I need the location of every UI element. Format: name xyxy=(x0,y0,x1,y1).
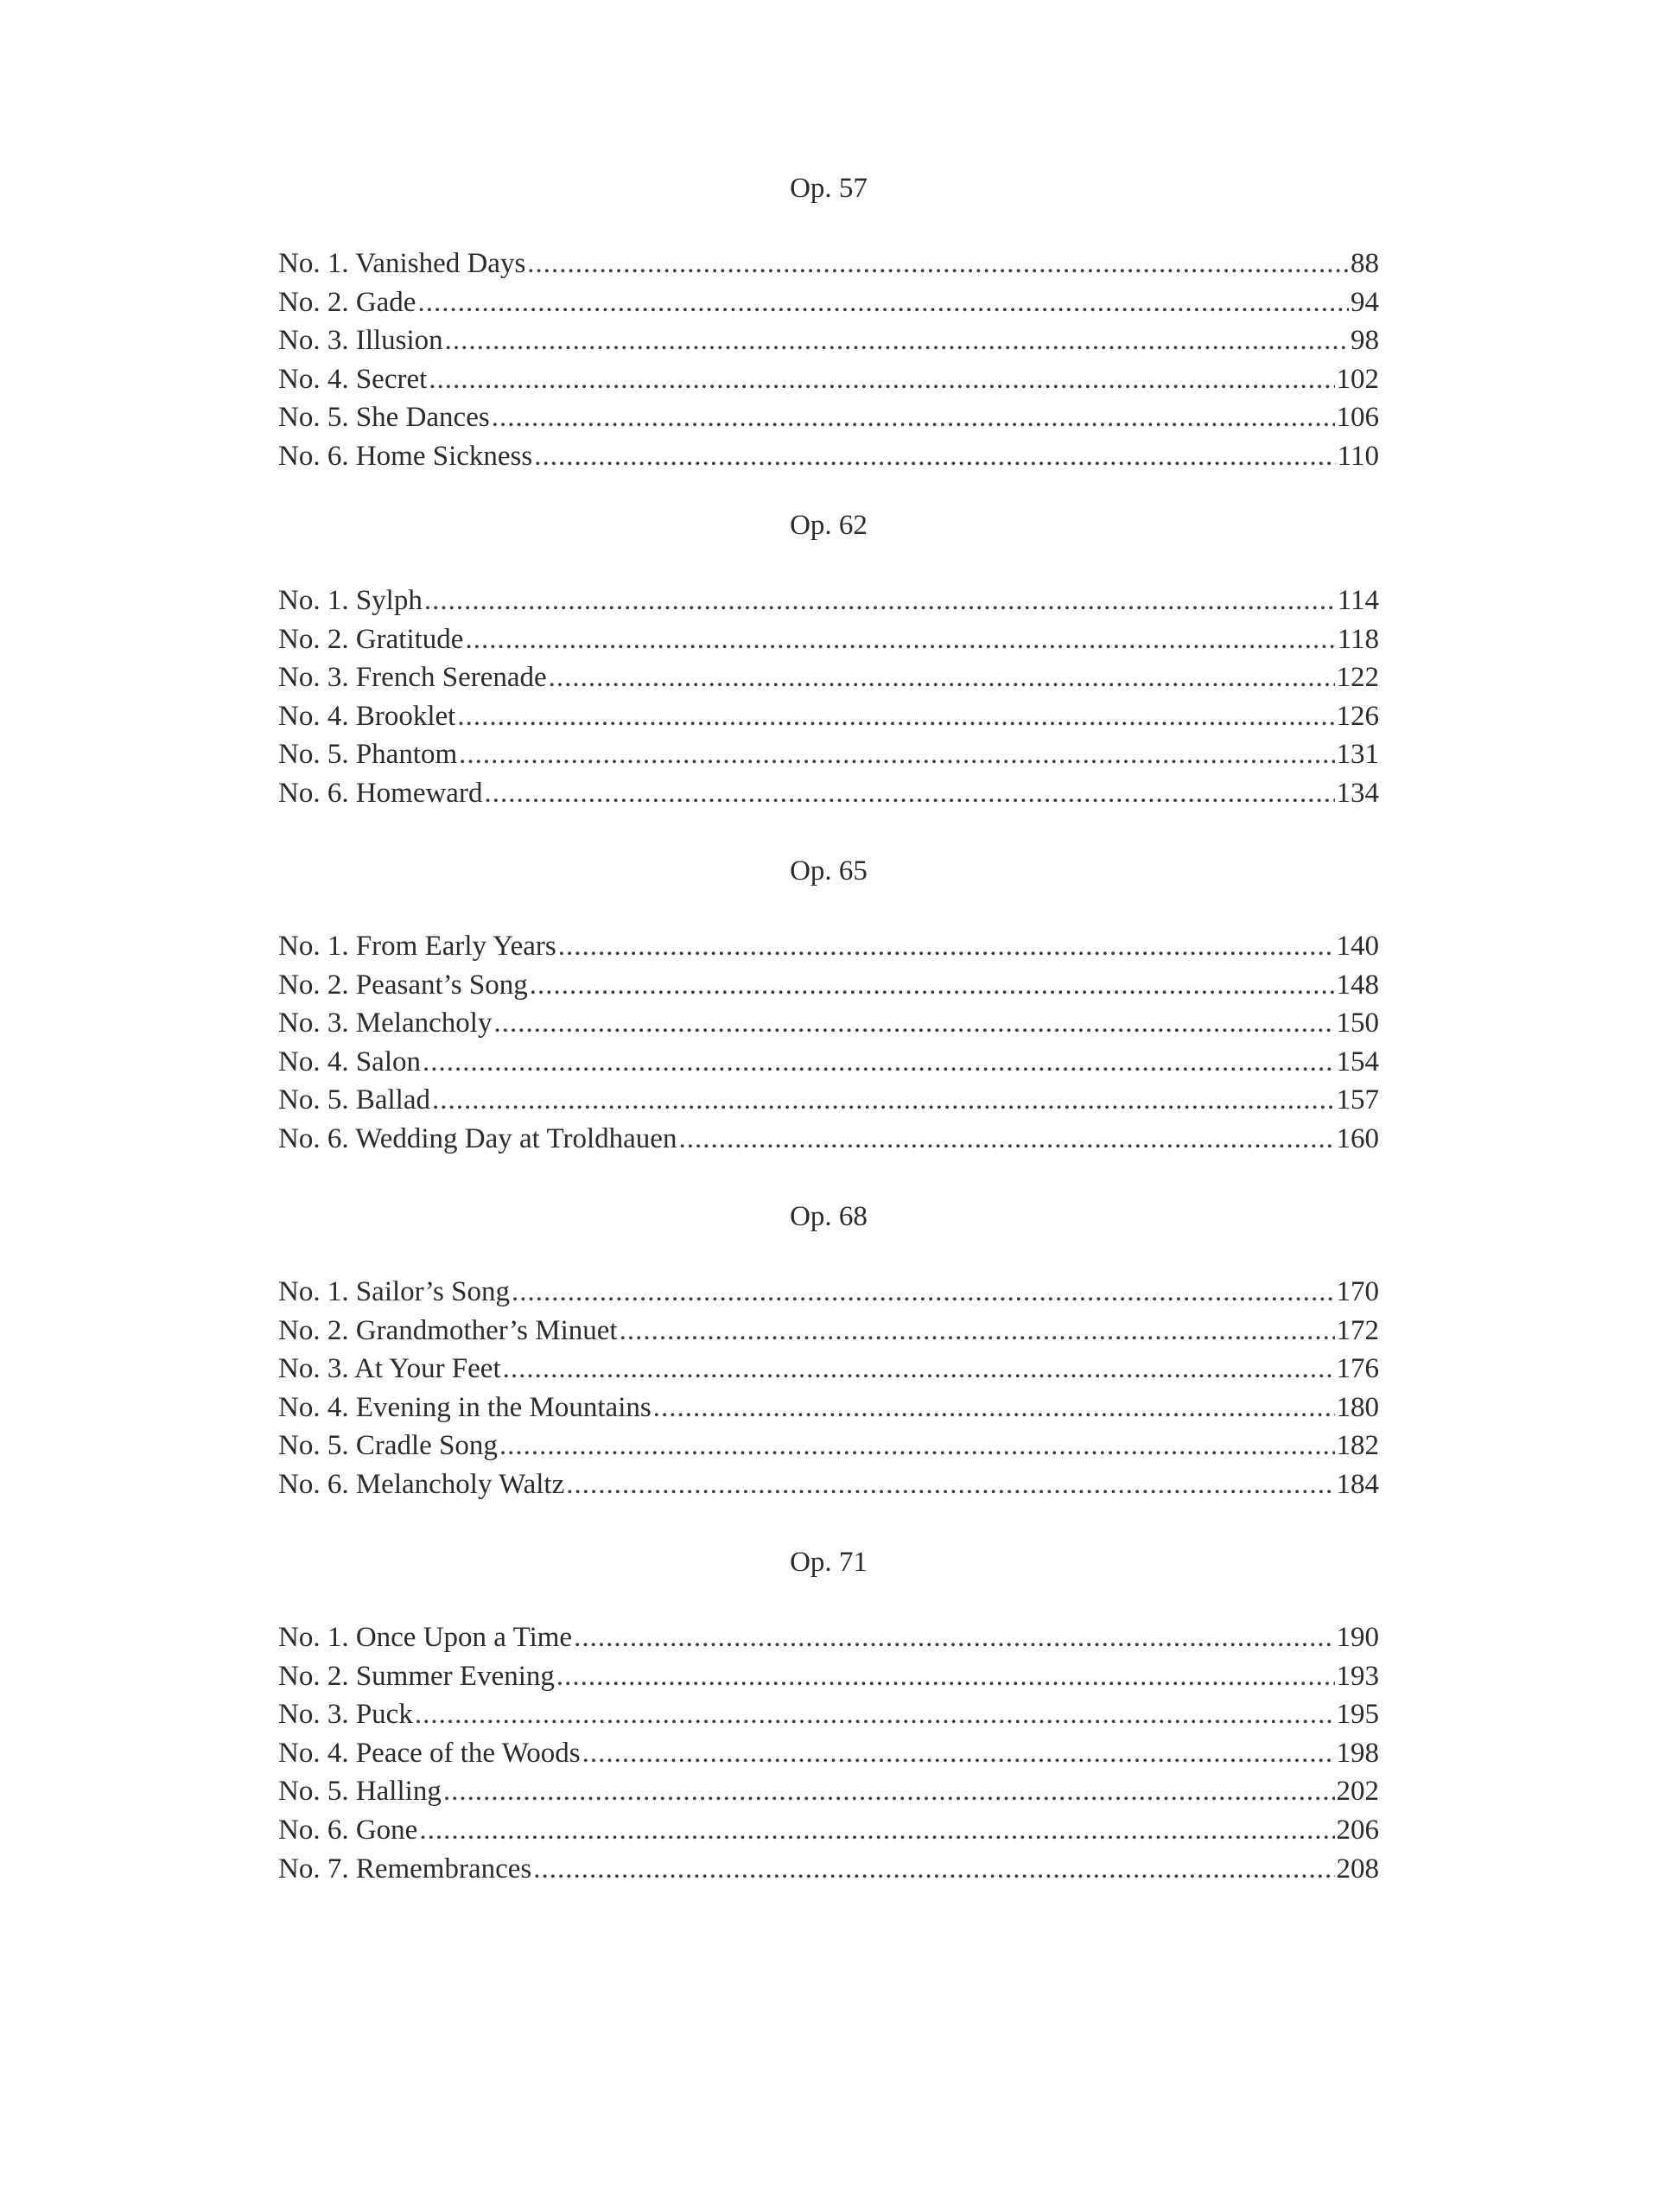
entry-title: No. 4. Peace of the Woods xyxy=(278,1737,581,1769)
toc-entry[interactable] xyxy=(278,966,1379,1005)
dot-leader xyxy=(556,1657,1335,1696)
toc-entry[interactable] xyxy=(278,1772,1379,1811)
dot-leader xyxy=(653,1389,1335,1427)
entry-title: No. 1. From Early Years xyxy=(278,931,556,962)
entry-page-number: 126 xyxy=(1336,700,1379,732)
dot-leader xyxy=(423,1043,1335,1082)
dot-leader xyxy=(499,1427,1335,1465)
entry-page-number: 170 xyxy=(1336,1276,1379,1307)
entry-list xyxy=(278,582,1379,813)
opus-heading: Op. 65 xyxy=(790,855,868,887)
toc-entry[interactable] xyxy=(278,620,1379,659)
toc-entry[interactable] xyxy=(278,1389,1379,1427)
toc-entry[interactable] xyxy=(278,1350,1379,1389)
entry-page-number: 118 xyxy=(1337,623,1379,655)
entry-page-number: 122 xyxy=(1336,662,1379,694)
entry-page-number: 202 xyxy=(1336,1776,1379,1808)
toc-entry[interactable] xyxy=(278,1120,1379,1159)
opus-section xyxy=(278,169,1379,476)
entry-title: No. 3. Melancholy xyxy=(278,1007,493,1039)
opus-heading: Op. 68 xyxy=(790,1201,868,1232)
dot-leader xyxy=(620,1312,1335,1351)
entry-page-number: 140 xyxy=(1336,931,1379,962)
toc-entry[interactable] xyxy=(278,360,1379,399)
dot-leader xyxy=(432,1081,1335,1120)
toc-entry[interactable] xyxy=(278,245,1379,283)
entry-title: No. 6. Home Sickness xyxy=(278,440,533,472)
toc-entry[interactable] xyxy=(278,927,1379,966)
entry-page-number: 208 xyxy=(1336,1853,1379,1885)
dot-leader xyxy=(424,582,1336,620)
toc-entry[interactable] xyxy=(278,774,1379,813)
entry-page-number: 88 xyxy=(1351,248,1379,279)
toc-entry[interactable] xyxy=(278,582,1379,620)
entry-page-number: 184 xyxy=(1336,1468,1379,1500)
entry-title: No. 6. Gone xyxy=(278,1814,418,1846)
toc-entry[interactable] xyxy=(278,658,1379,697)
entry-title: No. 1. Sylph xyxy=(278,585,423,616)
entry-page-number: 134 xyxy=(1336,777,1379,809)
dot-leader xyxy=(459,735,1334,774)
entry-page-number: 110 xyxy=(1337,440,1379,472)
toc-entry[interactable] xyxy=(278,697,1379,736)
entry-title: No. 7. Remembrances xyxy=(278,1853,532,1885)
entry-title: No. 5. Cradle Song xyxy=(278,1430,498,1462)
entry-page-number: 182 xyxy=(1336,1430,1379,1462)
dot-leader xyxy=(678,1120,1334,1159)
dot-leader xyxy=(493,1004,1334,1043)
entry-title: No. 1. Sailor’s Song xyxy=(278,1276,510,1307)
toc-entry[interactable] xyxy=(278,1427,1379,1465)
entry-page-number: 154 xyxy=(1336,1046,1379,1077)
entry-page-number: 180 xyxy=(1336,1391,1379,1423)
entry-title: No. 6. Homeward xyxy=(278,777,483,809)
entry-page-number: 195 xyxy=(1336,1699,1379,1731)
entry-title: No. 4. Salon xyxy=(278,1046,421,1077)
dot-leader xyxy=(457,697,1334,736)
entry-list xyxy=(278,245,1379,476)
dot-leader xyxy=(530,966,1335,1005)
toc-entry[interactable] xyxy=(278,398,1379,437)
opus-heading: Op. 71 xyxy=(790,1547,868,1578)
toc-entry[interactable] xyxy=(278,1811,1379,1850)
entry-title: No. 1. Once Upon a Time xyxy=(278,1622,573,1653)
toc-entry[interactable] xyxy=(278,437,1379,476)
dot-leader xyxy=(574,1618,1334,1657)
toc-entry[interactable] xyxy=(278,283,1379,322)
dot-leader xyxy=(415,1695,1335,1734)
entry-title: No. 6. Wedding Day at Troldhauen xyxy=(278,1122,677,1154)
entry-page-number: 172 xyxy=(1336,1314,1379,1346)
dot-leader xyxy=(419,1811,1334,1850)
toc-entry[interactable] xyxy=(278,1695,1379,1734)
dot-leader xyxy=(417,283,1349,322)
opus-heading: Op. 62 xyxy=(790,510,868,541)
entry-title: No. 2. Summer Evening xyxy=(278,1660,555,1692)
dot-leader xyxy=(429,360,1334,399)
toc-entry[interactable] xyxy=(278,1657,1379,1696)
opus-section xyxy=(278,1198,1379,1504)
entry-page-number: 102 xyxy=(1336,363,1379,395)
entry-title: No. 5. She Dances xyxy=(278,402,490,434)
opus-heading: Op. 57 xyxy=(790,173,868,204)
entry-page-number: 198 xyxy=(1336,1737,1379,1769)
entry-page-number: 193 xyxy=(1336,1660,1379,1692)
entry-page-number: 150 xyxy=(1336,1007,1379,1039)
dot-leader xyxy=(484,774,1334,813)
entry-page-number: 157 xyxy=(1336,1084,1379,1116)
entry-page-number: 148 xyxy=(1336,969,1379,1001)
entry-title: No. 3. Illusion xyxy=(278,325,443,357)
dot-leader xyxy=(534,437,1335,476)
dot-leader xyxy=(549,658,1335,697)
entry-title: No. 4. Secret xyxy=(278,363,428,395)
toc-entry[interactable] xyxy=(278,1465,1379,1504)
opus-section xyxy=(278,852,1379,1159)
toc-entry[interactable] xyxy=(278,735,1379,774)
toc-entry[interactable] xyxy=(278,1312,1379,1351)
entry-title: No. 5. Halling xyxy=(278,1776,442,1808)
entry-title: No. 3. French Serenade xyxy=(278,662,547,694)
entry-page-number: 98 xyxy=(1351,325,1379,357)
entry-title: No. 5. Ballad xyxy=(278,1084,430,1116)
entry-page-number: 206 xyxy=(1336,1814,1379,1846)
entry-title: No. 2. Grandmother’s Minuet xyxy=(278,1314,618,1346)
entry-title: No. 2. Gratitude xyxy=(278,623,464,655)
toc-entry[interactable] xyxy=(278,1734,1379,1773)
dot-leader xyxy=(465,620,1335,659)
dot-leader xyxy=(443,1772,1335,1811)
toc-entry[interactable] xyxy=(278,321,1379,360)
entry-list xyxy=(278,1273,1379,1504)
dot-leader xyxy=(566,1465,1334,1504)
entry-title: No. 3. Puck xyxy=(278,1699,413,1731)
dot-leader xyxy=(533,1850,1334,1889)
toc-entry[interactable] xyxy=(278,1043,1379,1082)
entry-title: No. 4. Brooklet xyxy=(278,700,456,732)
dot-leader xyxy=(445,321,1349,360)
dot-leader xyxy=(527,245,1349,283)
entry-title: No. 5. Phantom xyxy=(278,739,458,771)
entry-page-number: 106 xyxy=(1336,402,1379,434)
dot-leader xyxy=(503,1350,1335,1389)
opus-section xyxy=(278,1543,1379,1888)
opus-section xyxy=(278,506,1379,813)
entry-list xyxy=(278,1618,1379,1888)
toc-entry[interactable] xyxy=(278,1273,1379,1312)
toc-entry[interactable] xyxy=(278,1618,1379,1657)
toc-entry[interactable] xyxy=(278,1850,1379,1889)
entry-title: No. 3. At Your Feet xyxy=(278,1353,501,1385)
entry-title: No. 2. Peasant’s Song xyxy=(278,969,528,1001)
dot-leader xyxy=(582,1734,1335,1773)
dot-leader xyxy=(512,1273,1335,1312)
toc-entry[interactable] xyxy=(278,1081,1379,1120)
toc-entry[interactable] xyxy=(278,1004,1379,1043)
entry-title: No. 1. Vanished Days xyxy=(278,248,526,279)
entry-page-number: 114 xyxy=(1337,585,1379,616)
entry-title: No. 4. Evening in the Mountains xyxy=(278,1391,652,1423)
entry-list xyxy=(278,927,1379,1159)
entry-page-number: 94 xyxy=(1351,286,1379,318)
dot-leader xyxy=(558,927,1335,966)
entry-title: No. 6. Melancholy Waltz xyxy=(278,1468,565,1500)
entry-page-number: 131 xyxy=(1336,739,1379,771)
entry-page-number: 176 xyxy=(1336,1353,1379,1385)
dot-leader xyxy=(492,398,1335,437)
entry-title: No. 2. Gade xyxy=(278,286,416,318)
entry-page-number: 160 xyxy=(1336,1122,1379,1154)
entry-page-number: 190 xyxy=(1336,1622,1379,1653)
